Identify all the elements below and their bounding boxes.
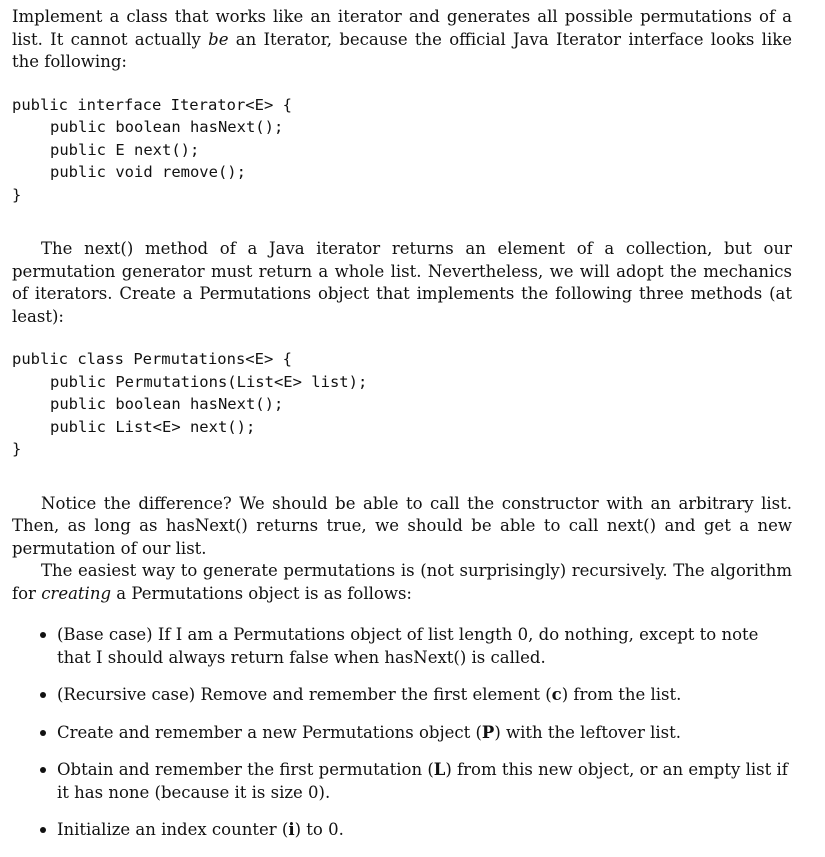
code-line: public Permutations(List<E> list); [50,372,368,391]
iterator-explanation-paragraph: The next() method of a Java iterator returns an element of a collection, but our permutation generator must return a whole list. Nevertheless, we will adopt the mechanics of iterators. Create a Permutations object that implements the following three methods (at least): [12,239,792,326]
bullet-icon [40,767,46,773]
creating-emphasis: creating [41,583,112,603]
iterator-interface-code [12,94,792,207]
list-item: Initialize an index counter (i) to 0. [12,819,792,842]
list-item: (Base case) If I am a Permutations object of list length 0, do nothing, except to note that I should always return false when hasNext() is called. [12,624,792,669]
bullet-icon [40,827,46,833]
list-item: (Recursive case) Remove and remember the first element (c) from the list. [12,684,792,707]
bullet-icon [40,692,46,698]
difference-paragraph: Notice the difference? We should be able to call the constructor with an arbitrary list. Then, as long as hasNext() returns true, we should be able to call next() and get a new permutation of our list. [12,493,792,558]
algorithm-steps-list [12,624,792,842]
code-line: public boolean hasNext(); [50,395,284,413]
code-line: } [12,185,22,204]
code-line: public class Permutations<E> { [12,350,292,368]
bullet-icon [40,730,46,736]
code-line: public E next(); [50,140,200,159]
document-page [12,6,792,857]
code-line: public void remove(); [50,163,246,181]
bullet-icon [40,632,46,638]
code-line: public interface Iterator<E> { [12,95,292,114]
algorithm-intro-paragraph: The easiest way to generate permutations is (not surprisingly) recursively. The algorithm for creating a Permutations object is as follows: [12,561,792,603]
list-item: Obtain and remember the first permutation (L) from this new object, or an empty list if it has none (because it is size 0). [12,759,792,804]
intro-paragraph: Implement a class that works like an iterator and generates all possible permutations of a list. It cannot actually be an Iterator, because the official Java Iterator interface looks like the following: [12,7,792,71]
code-line: } [12,440,22,458]
code-line: public List<E> next(); [50,417,256,436]
intro-emphasis: be [208,29,229,49]
list-item: Create and remember a new Permutations object (P) with the leftover list. [12,722,792,745]
permutations-class-code [12,348,792,461]
code-line: public boolean hasNext(); [50,118,284,136]
